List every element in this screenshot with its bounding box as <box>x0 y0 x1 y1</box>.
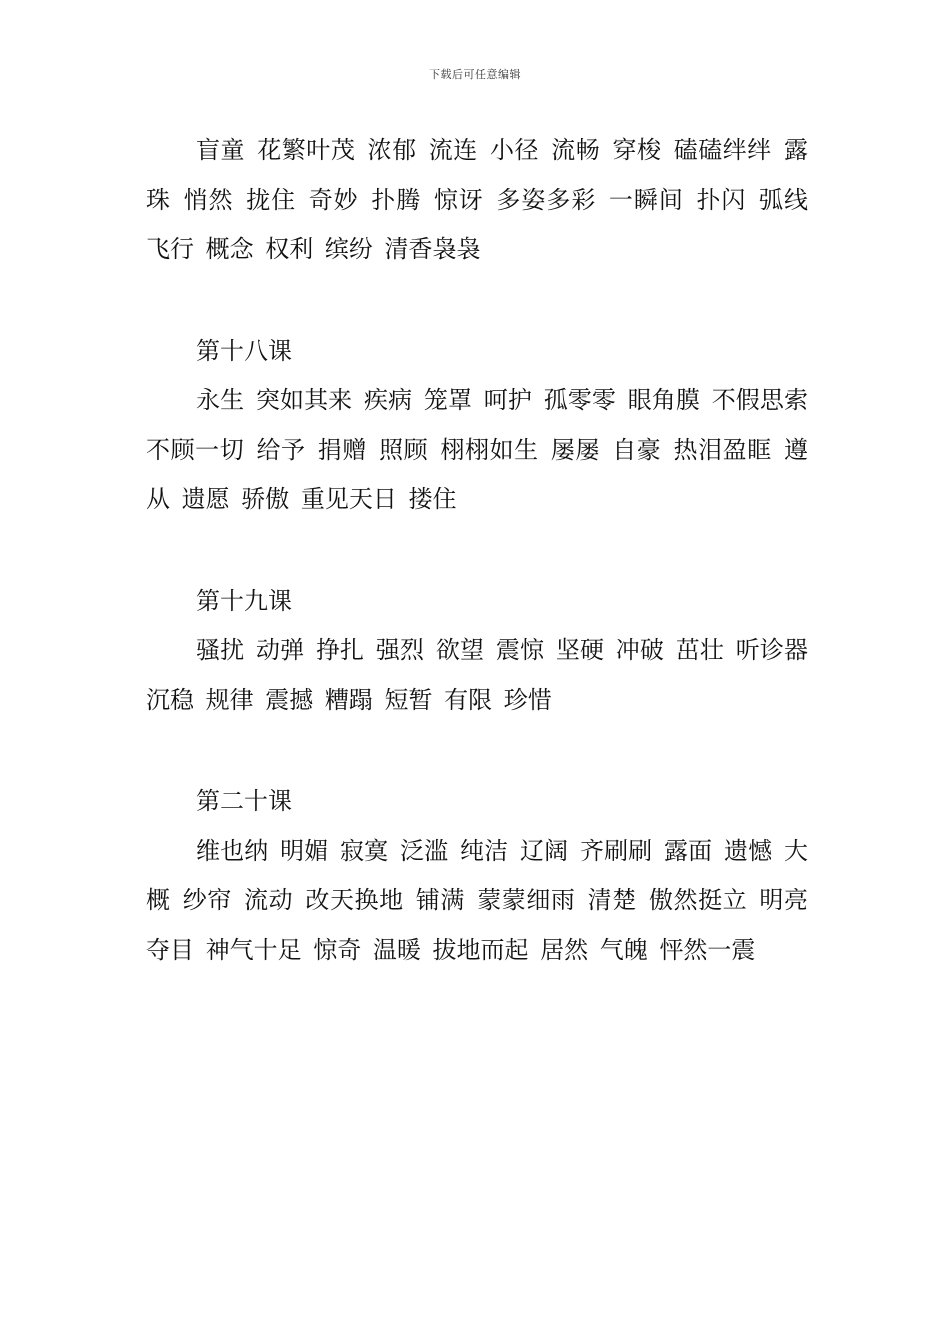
document-body <box>146 126 808 975</box>
lesson-title-19: 第十九课 <box>196 586 292 615</box>
intro-vocabulary: 盲童 花繁叶茂 浓郁 流连 小径 流畅 穿梭 磕磕绊绊 露珠 悄然 拢住 奇妙 扑腾 惊讶 多姿多彩 一瞬间 扑闪 弧线 飞行 概念 权利 缤纷 清香袅袅 <box>146 136 808 263</box>
lesson-vocabulary-20: 维也纳 明媚 寂寞 泛滥 纯洁 辽阔 齐刷刷 露面 遗憾 大概 纱帘 流动 改天换地 铺满 蒙蒙细雨 清楚 傲然挺立 明亮夺目 神气十足 惊奇 温暖 拔地而起 居然 气魄 怦然一震 <box>146 836 808 964</box>
header-note: 下载后可任意编辑 <box>429 68 521 81</box>
lesson-vocabulary-18: 永生 突如其来 疾病 笼罩 呵护 孤零零 眼角膜 不假思索 不顾一切 给予 捐赠 照顾 栩栩如生 屡屡 自豪 热泪盈眶 遵从 遗愿 骄傲 重见天日 搂住 <box>146 386 808 513</box>
lesson-vocabulary-19: 骚扰 动弹 挣扎 强烈 欲望 震惊 坚硬 冲破 茁壮 听诊器 沉稳 规律 震撼 糟蹋 短暂 有限 珍惜 <box>146 636 808 714</box>
lesson-title-18: 第十八课 <box>196 336 292 365</box>
lesson-title-20: 第二十课 <box>196 787 292 815</box>
